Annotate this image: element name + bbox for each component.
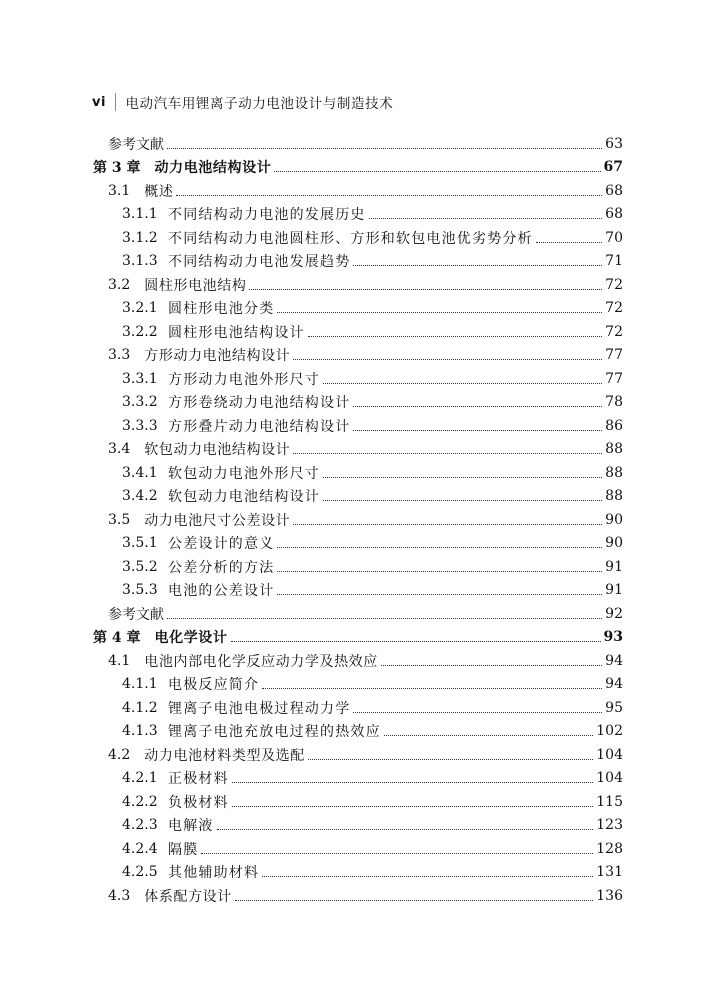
toc-entry-number: 4.1 bbox=[108, 652, 131, 669]
dot-leader bbox=[381, 664, 602, 666]
toc-entry-title: 电极反应简介 bbox=[168, 677, 260, 694]
dot-leader bbox=[353, 429, 602, 431]
toc-entry-page: 90 bbox=[605, 511, 623, 528]
toc-entry-number: 3.5.2 bbox=[122, 558, 158, 575]
toc-entry-page: 93 bbox=[603, 629, 623, 646]
toc-entry bbox=[0, 414, 623, 438]
toc-entry-page: 72 bbox=[605, 300, 623, 317]
toc-entry bbox=[0, 367, 623, 391]
toc-entry-title: 概述 bbox=[144, 183, 174, 200]
toc-entry-title: 方形叠片动力电池结构设计 bbox=[168, 418, 351, 435]
toc-entry bbox=[0, 861, 623, 885]
toc-entry-page: 63 bbox=[605, 135, 623, 152]
toc-entry-title: 不同结构动力电池圆柱形、方形和软包电池优劣势分析 bbox=[168, 230, 533, 247]
dot-leader bbox=[323, 382, 602, 384]
toc-entry-title: 电池内部电化学反应动力学及热效应 bbox=[144, 653, 378, 670]
toc-entry-number: 3.2.2 bbox=[122, 323, 158, 340]
toc-entry-number: 3.4 bbox=[108, 441, 131, 458]
toc-entry-page: 86 bbox=[605, 417, 623, 434]
running-header bbox=[92, 92, 393, 112]
toc-entry bbox=[0, 837, 623, 861]
dot-leader bbox=[262, 875, 593, 877]
dot-leader bbox=[167, 617, 602, 619]
dot-leader bbox=[277, 546, 602, 548]
toc-entry-page: 115 bbox=[596, 793, 623, 810]
dot-leader bbox=[369, 217, 603, 219]
dot-leader bbox=[249, 288, 602, 290]
toc-entry bbox=[0, 579, 623, 603]
page-number: vi bbox=[92, 94, 106, 110]
dot-leader bbox=[232, 781, 593, 783]
toc-entry-title: 体系配方设计 bbox=[144, 888, 232, 905]
toc-entry-number: 3.4.1 bbox=[122, 464, 158, 481]
toc-entry-number: 3.1 bbox=[108, 182, 131, 199]
toc-entry-page: 72 bbox=[605, 276, 623, 293]
toc-entry bbox=[0, 438, 623, 462]
toc-entry-page: 104 bbox=[596, 770, 623, 787]
toc-entry-page: 90 bbox=[605, 535, 623, 552]
dot-leader bbox=[274, 170, 600, 172]
toc-entry-page: 95 bbox=[605, 699, 623, 716]
toc-entry bbox=[0, 485, 623, 509]
dot-leader bbox=[277, 311, 602, 313]
toc-entry-page: 77 bbox=[605, 347, 623, 364]
toc-entry-number: 3.5 bbox=[108, 511, 131, 528]
header-divider bbox=[115, 93, 117, 111]
toc-entry bbox=[0, 673, 623, 697]
toc-entry bbox=[0, 156, 623, 180]
dot-leader bbox=[308, 335, 602, 337]
toc-entry-number: 3.3.1 bbox=[122, 370, 158, 387]
dot-leader bbox=[277, 570, 602, 572]
toc-entry-number: 3.3.2 bbox=[122, 394, 158, 411]
toc-entry-number: 4.1.1 bbox=[122, 676, 158, 693]
toc-entry-title: 动力电池材料类型及选配 bbox=[144, 747, 305, 764]
dot-leader bbox=[176, 194, 602, 196]
toc-entry-number: 3.1.1 bbox=[122, 206, 158, 223]
toc-entry bbox=[0, 532, 623, 556]
toc-entry-page: 71 bbox=[605, 253, 623, 270]
dot-leader bbox=[217, 828, 594, 830]
toc-entry-number: 4.2 bbox=[108, 746, 131, 763]
toc-entry-title: 电化学设计 bbox=[154, 630, 228, 647]
toc-entry bbox=[0, 696, 623, 720]
dot-leader bbox=[262, 687, 602, 689]
toc-entry-number: 4.1.2 bbox=[122, 699, 158, 716]
toc-entry-title: 动力电池尺寸公差设计 bbox=[144, 512, 291, 529]
toc-entry bbox=[0, 391, 623, 415]
toc-entry-number: 第 4 章 bbox=[93, 630, 141, 647]
toc-entry-page: 91 bbox=[605, 558, 623, 575]
dot-leader bbox=[277, 593, 602, 595]
dot-leader bbox=[235, 899, 593, 901]
toc-entry-number: 3.4.2 bbox=[122, 488, 158, 505]
toc-entry-number: 3.2 bbox=[108, 276, 131, 293]
toc-entry-title: 软包动力电池结构设计 bbox=[168, 489, 320, 506]
toc-entry-number: 4.3 bbox=[108, 887, 131, 904]
toc-entry bbox=[0, 649, 623, 673]
toc-entry bbox=[0, 720, 623, 744]
book-title: 电动汽车用锂离子动力电池设计与制造技术 bbox=[125, 96, 394, 112]
dot-leader bbox=[293, 523, 602, 525]
toc-entry-title: 圆柱形电池分类 bbox=[168, 301, 275, 318]
toc-entry-title: 电解液 bbox=[168, 818, 214, 835]
toc-entry-title: 公差分析的方法 bbox=[168, 559, 275, 576]
toc-entry-title: 正极材料 bbox=[168, 771, 229, 788]
toc-entry-page: 94 bbox=[605, 652, 623, 669]
toc-entry-number: 3.5.1 bbox=[122, 535, 158, 552]
toc-entry-page: 68 bbox=[605, 206, 623, 223]
dot-leader bbox=[536, 241, 602, 243]
toc-entry-page: 77 bbox=[605, 370, 623, 387]
toc-entry bbox=[0, 555, 623, 579]
toc-entry-page: 88 bbox=[605, 464, 623, 481]
toc-entry bbox=[0, 461, 623, 485]
dot-leader bbox=[384, 734, 593, 736]
toc-entry bbox=[0, 602, 623, 626]
toc-entry-title: 电池的公差设计 bbox=[168, 583, 275, 600]
toc-entry-title: 其他辅助材料 bbox=[168, 865, 260, 882]
table-of-contents bbox=[0, 132, 715, 908]
toc-entry-title: 锂离子电池充放电过程的热效应 bbox=[168, 724, 381, 741]
dot-leader bbox=[167, 147, 602, 149]
toc-entry-title: 锂离子电池电极过程动力学 bbox=[168, 700, 351, 717]
toc-entry-number: 第 3 章 bbox=[93, 160, 141, 177]
toc-entry-page: 72 bbox=[605, 323, 623, 340]
toc-entry-page: 88 bbox=[605, 488, 623, 505]
toc-entry-number: 3.3.3 bbox=[122, 417, 158, 434]
toc-entry-number: 4.2.3 bbox=[122, 817, 158, 834]
dot-leader bbox=[201, 852, 593, 854]
toc-entry-title: 方形动力电池外形尺寸 bbox=[168, 371, 320, 388]
toc-entry-number: 3.2.1 bbox=[122, 300, 158, 317]
toc-entry bbox=[0, 250, 623, 274]
toc-entry-page: 68 bbox=[605, 182, 623, 199]
toc-entry-page: 123 bbox=[596, 817, 623, 834]
dot-leader bbox=[293, 452, 602, 454]
toc-entry-number: 3.5.3 bbox=[122, 582, 158, 599]
toc-entry-page: 128 bbox=[596, 840, 623, 857]
toc-entry bbox=[0, 320, 623, 344]
toc-entry-page: 91 bbox=[605, 582, 623, 599]
toc-entry-title: 方形卷绕动力电池结构设计 bbox=[168, 395, 351, 412]
toc-entry bbox=[0, 226, 623, 250]
toc-entry bbox=[0, 790, 623, 814]
dot-leader bbox=[323, 476, 602, 478]
toc-entry-page: 136 bbox=[596, 887, 623, 904]
toc-entry-page: 131 bbox=[596, 864, 623, 881]
toc-entry bbox=[0, 743, 623, 767]
toc-entry bbox=[0, 767, 623, 791]
toc-entry-title: 公差设计的意义 bbox=[168, 536, 275, 553]
toc-entry-number: 4.2.2 bbox=[122, 793, 158, 810]
dot-leader bbox=[323, 499, 602, 501]
toc-entry bbox=[0, 344, 623, 368]
toc-entry bbox=[0, 179, 623, 203]
toc-entry-title: 隔膜 bbox=[168, 841, 199, 858]
dot-leader bbox=[353, 405, 602, 407]
toc-entry bbox=[0, 297, 623, 321]
toc-entry bbox=[0, 814, 623, 838]
toc-entry-number: 3.1.3 bbox=[122, 253, 158, 270]
toc-entry-title: 动力电池结构设计 bbox=[154, 160, 272, 177]
toc-entry bbox=[0, 273, 623, 297]
toc-entry-number: 3.1.2 bbox=[122, 229, 158, 246]
dot-leader bbox=[353, 264, 602, 266]
toc-entry bbox=[0, 508, 623, 532]
toc-entry bbox=[0, 203, 623, 227]
toc-entry-page: 92 bbox=[605, 605, 623, 622]
toc-entry-title: 软包动力电池外形尺寸 bbox=[168, 465, 320, 482]
toc-entry bbox=[0, 626, 623, 650]
dot-leader bbox=[231, 640, 601, 642]
toc-entry-page: 104 bbox=[596, 746, 623, 763]
toc-entry-page: 94 bbox=[605, 676, 623, 693]
toc-entry-page: 102 bbox=[596, 723, 623, 740]
toc-entry-number: 3.3 bbox=[108, 347, 131, 364]
toc-entry-title: 方形动力电池结构设计 bbox=[144, 348, 291, 365]
toc-entry bbox=[0, 884, 623, 908]
toc-entry-number: 4.2.1 bbox=[122, 770, 158, 787]
toc-entry-title: 圆柱形电池结构设计 bbox=[168, 324, 305, 341]
toc-entry-title: 负极材料 bbox=[168, 794, 229, 811]
toc-entry-title: 圆柱形电池结构 bbox=[144, 277, 247, 294]
toc-entry-title: 不同结构动力电池发展趋势 bbox=[168, 254, 351, 271]
toc-entry-number: 4.1.3 bbox=[122, 723, 158, 740]
dot-leader bbox=[232, 805, 593, 807]
toc-entry-page: 67 bbox=[603, 159, 623, 176]
toc-entry-number: 4.2.5 bbox=[122, 864, 158, 881]
toc-entry-title: 不同结构动力电池的发展历史 bbox=[168, 207, 366, 224]
toc-entry-title: 参考文献 bbox=[108, 136, 164, 153]
toc-entry-title: 参考文献 bbox=[108, 606, 164, 623]
toc-entry-page: 88 bbox=[605, 441, 623, 458]
toc-entry bbox=[0, 132, 623, 156]
dot-leader bbox=[308, 758, 593, 760]
dot-leader bbox=[353, 711, 602, 713]
toc-entry-page: 70 bbox=[605, 229, 623, 246]
dot-leader bbox=[293, 358, 602, 360]
toc-entry-page: 78 bbox=[605, 394, 623, 411]
toc-entry-number: 4.2.4 bbox=[122, 840, 158, 857]
toc-entry-title: 软包动力电池结构设计 bbox=[144, 442, 291, 459]
